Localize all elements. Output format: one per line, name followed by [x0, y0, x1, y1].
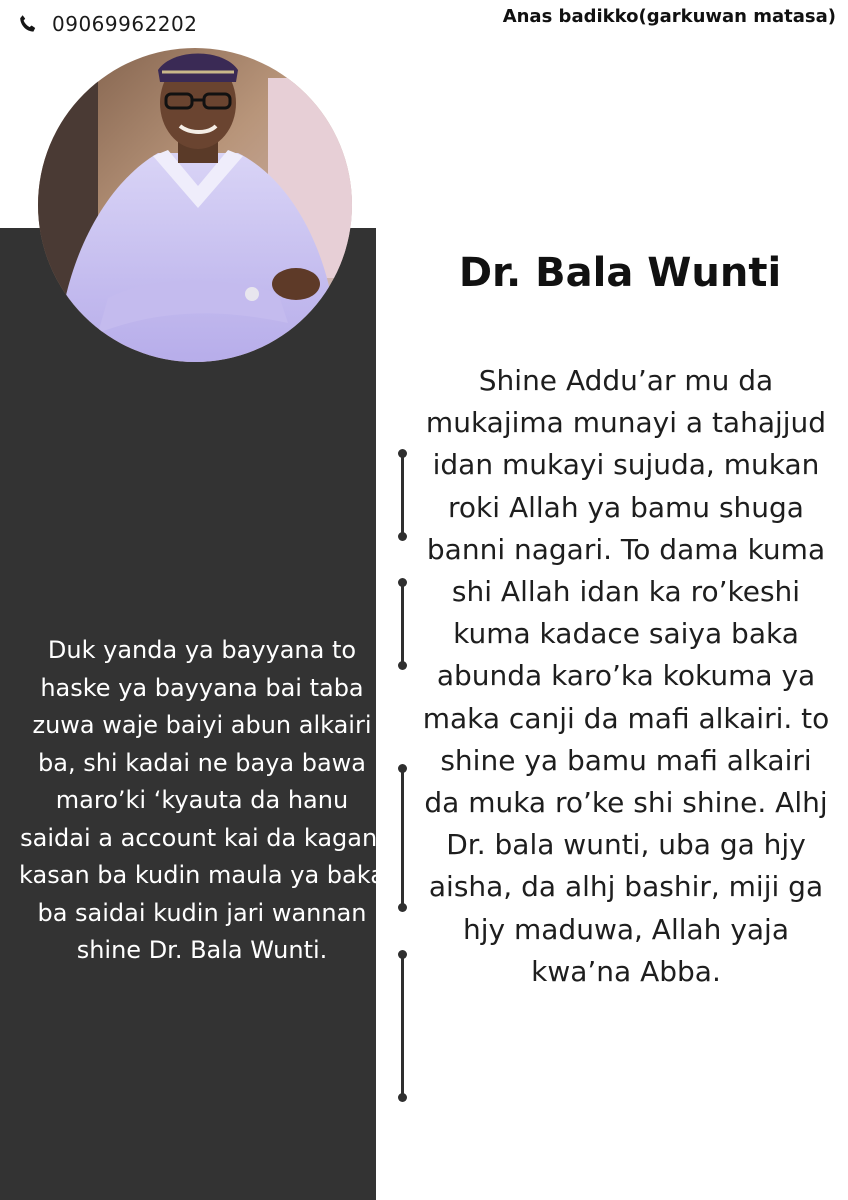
portrait-photo [38, 48, 352, 362]
author-credit: Anas badikko(garkuwan matasa) [502, 6, 836, 27]
phone-number: 09069962202 [52, 12, 198, 36]
timeline-marker [396, 950, 410, 1102]
side-quote-paragraph: Duk yanda ya bayyana to haske ya bayyana bai taba zuwa waje baiyi abun alkairi ba, shi kadai ne baya bawa maro’ki ‘kyauta da hanu saidai a account kai da kagani kasan ba kudin maula ya baka ba saidai kudin jari wannan shine Dr. Bala Wunti. [19, 636, 385, 964]
phone-icon [16, 12, 40, 36]
timeline-marker [396, 578, 410, 670]
timeline-marker [396, 764, 410, 912]
timeline-marker [396, 449, 410, 541]
tribute-paragraph: Shine Addu’ar mu da mukajima munayi a tahajjud idan mukayi sujuda, mukan roki Allah ya bamu shuga banni nagari. To dama kuma shi Allah idan ka ro’keshi kuma kadace saiya baka abunda karo’ka kokuma ya maka canji da mafi alkairi. to shine ya bamu mafi alkairi da muka ro’ke shi shine. Alhj Dr. bala wunti, uba ga hjy aisha, da alhj bashir, miji ga hjy maduwa, Allah yaja kwa’na Abba. [422, 364, 830, 988]
page-title: Dr. Bala Wunti [458, 250, 782, 296]
